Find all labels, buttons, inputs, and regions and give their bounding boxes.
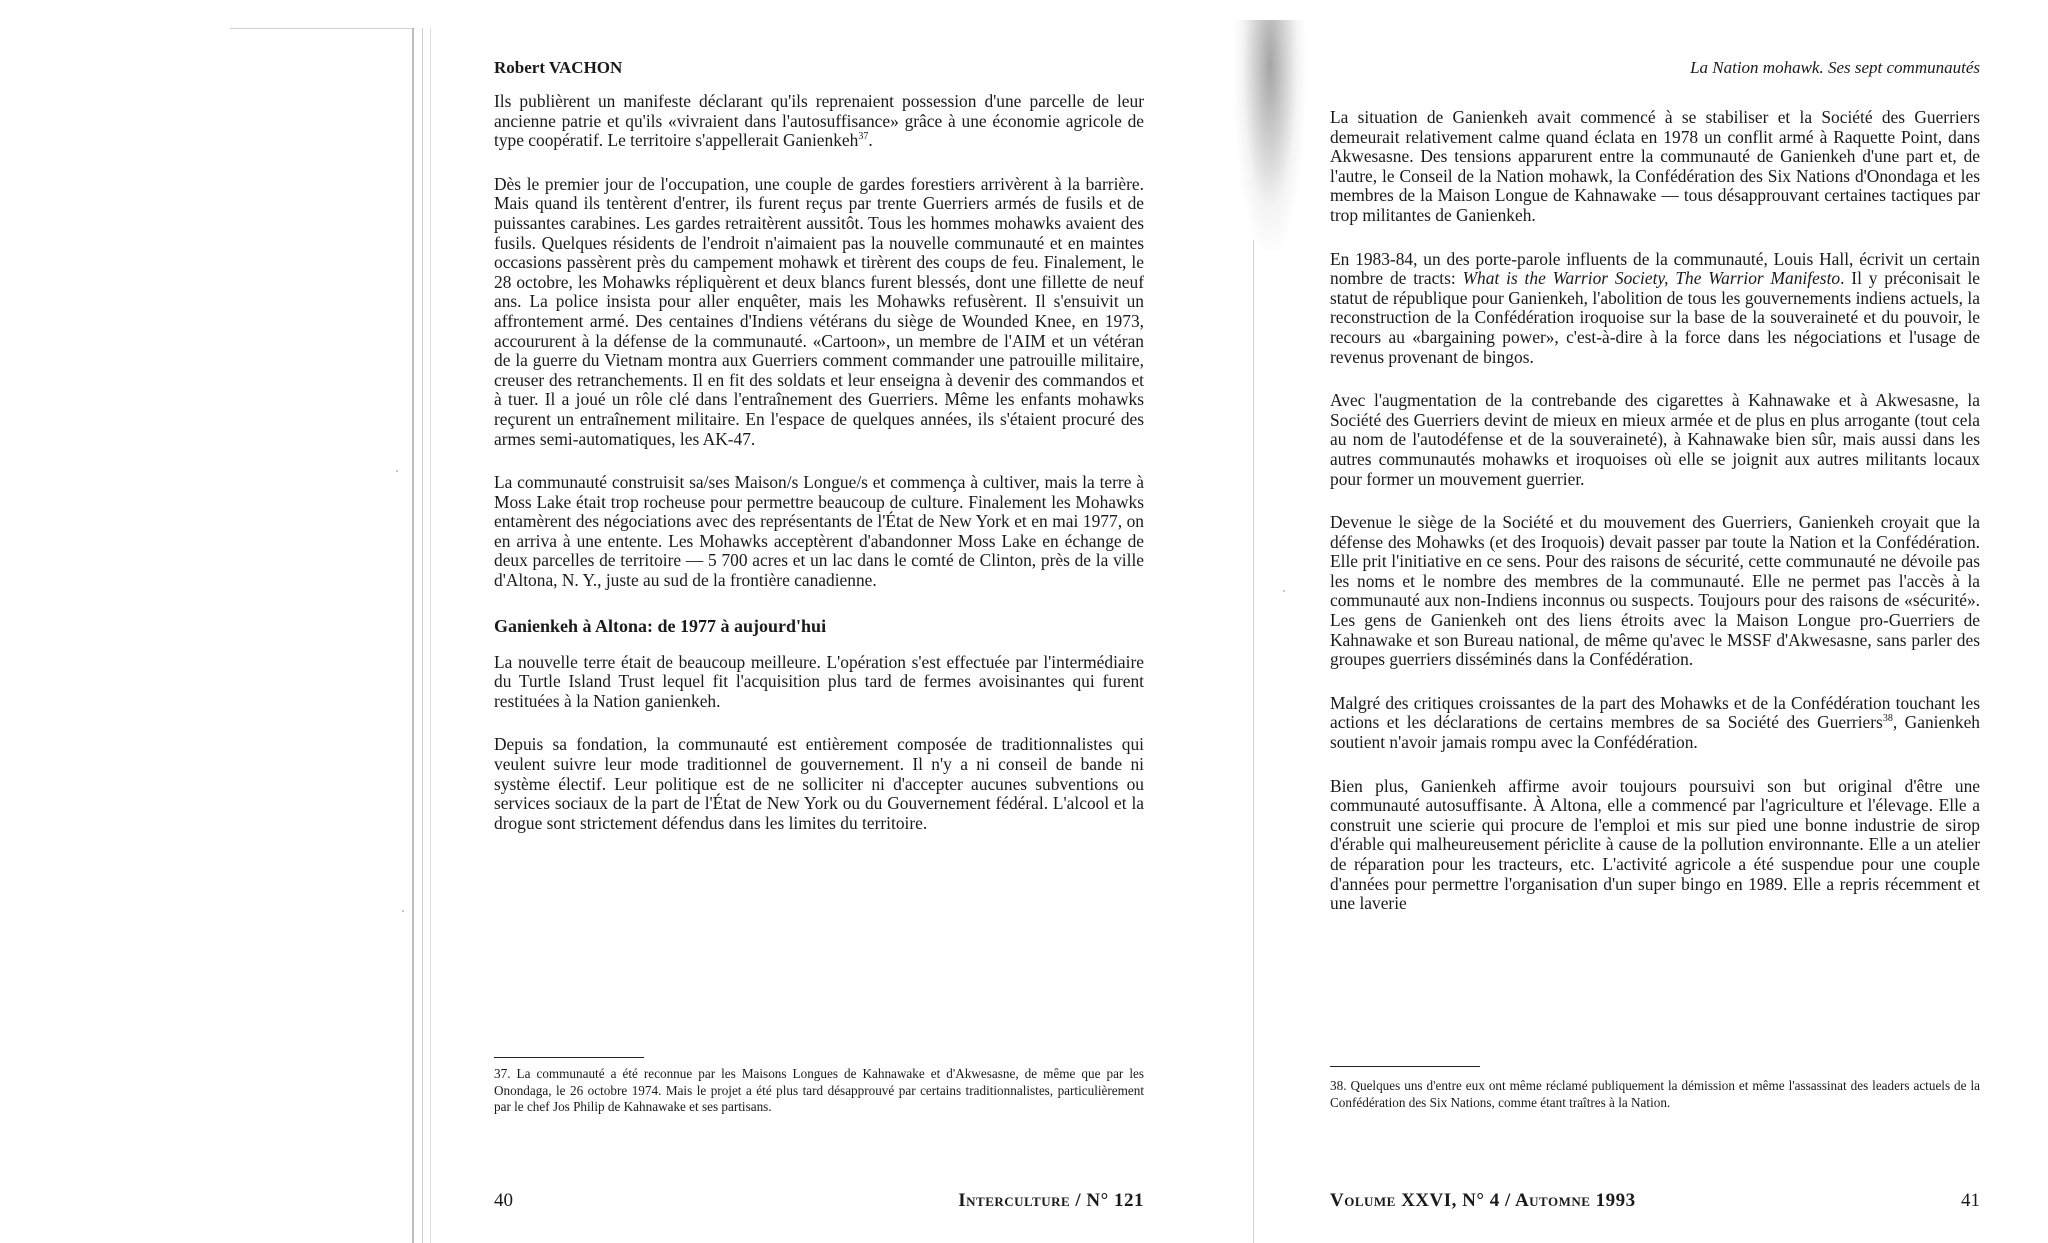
tract-title: What is the Warrior Society, The Warrior Manifesto bbox=[1462, 268, 1841, 289]
gutter-shadow bbox=[1235, 20, 1305, 250]
journal-footer: Interculture / N° 121 bbox=[958, 1190, 1144, 1211]
paragraph: Dès le premier jour de l'occupation, une couple de gardes forestiers arrivèrent à la barrière. Mais quand ils tentèrent d'entrer, ils furent reçus par trente Guerriers armés de fusils et de puissantes carabines. Les gardes retraitèrent aussitôt. Tous les hommes mohawks avaient des fusils. Quelques résidents de l'endroit n'aimaient pas la nouvelle communauté et en maintes occasions passèrent près du campement mohawk et tirèrent des coups de feu. Finalement, le 28 octobre, les Mohawks répliquèrent et deux blancs furent blessés, dont une fillette de neuf ans. La police insista pour aller enquêter, mais les Mohawks refusèrent. Il s'ensuivit un affrontement armé. Des centaines d'Indiens vétérans du siège de Wounded Knee, en 1973, accoururent à la défense de la communauté. «Cartoon», un membre de l'AIM et un vétéran de la guerre du Vietnam montra aux Guerriers comment commander une patrouille militaire, creuser des retranchements. Il en fit des soldats et leur enseigna à devenir des commandos et à tuer. Il a joué un rôle clé dans l'entraînement des Guerriers. Même les enfants mohawks reçurent un entraînement militaire. En l'espace de quelques années, ils s'étaient procuré des armes semi-automatiques, les AK-47. bbox=[494, 173, 1144, 449]
left-page bbox=[494, 0, 1144, 1243]
gutter-line bbox=[1253, 240, 1254, 1243]
footnote-rule bbox=[494, 1057, 644, 1058]
paragraph: Devenue le siège de la Société et du mouvement des Guerriers, Ganienkeh croyait que la défense des Mohawks (et des Iroquois) devait passer par toute la Nation et la Confédération. Elle prit l'initiative en ce sens. Pour des raisons de sécurité, cette communauté ne dévoile pas les noms et le nombre des membres de la communauté. Elle ne permet pas l'accès à la communauté aux non-Indiens inconnus ou suspects. Toujours pour des raisons de «sécurité». Les gens de Ganienkeh ont des liens étroits avec la Maison Longue pro-Guerriers de Kahnawake et son Bureau national, de même qu'avec le MSSF d'Akwesasne, sans parler des groupes guerriers disséminés dans la Confédération. bbox=[1330, 512, 1980, 670]
right-page bbox=[1330, 0, 1980, 1243]
footnote-ref: 38 bbox=[1882, 713, 1893, 725]
paragraph: Bien plus, Ganienkeh affirme avoir toujours poursuivi son but original d'être une communauté autosuffisante. À Altona, elle a commencé par l'agriculture et l'élevage. Elle a construit une scierie qui procure de l'emploi et mis sur pied une bonne industrie de sirop d'érable qui malheureusement périclite à cause de la pollution environnante. Elle a un atelier de réparation pour les tracteurs, etc. L'activité agricole a été suspendue pour une couple d'années pour permettre l'organisation d'un super bingo en 1989. Elle a repris récemment et une laverie bbox=[1330, 775, 1980, 914]
paragraph: Depuis sa fondation, la communauté est entièrement composée de traditionnalistes qui veulent suivre leur mode traditionnel de gouvernement. Il n'y a ni conseil de bande ni système électif. Leur politique est de ne solliciter ni d'accepter aucunes subventions ou services sociaux de la part de l'État de New York ou du Gouvernement fédéral. L'alcool et la drogue sont strictement défendus dans les limites du territoire. bbox=[494, 734, 1144, 833]
scan-edge-mark bbox=[230, 28, 415, 29]
scan-speck bbox=[396, 470, 398, 472]
scan-speck bbox=[1283, 590, 1285, 592]
author-running-head: Robert VACHON bbox=[494, 58, 623, 77]
footnote: 38. Quelques uns d'entre eux ont même réclamé publiquement la démission et même l'assassinat des leaders actuels de la Confédération des Six Nations, comme étant traîtres à la Nation. bbox=[1330, 1078, 1980, 1110]
page-number: 41 bbox=[1961, 1190, 1980, 1211]
page-number: 40 bbox=[494, 1190, 513, 1211]
right-page-body bbox=[1330, 108, 1980, 938]
scan-speck bbox=[402, 910, 404, 912]
paragraph: Avec l'augmentation de la contrebande des cigarettes à Kahnawake et à Akwesasne, la Société des Guerriers devint de mieux en mieux armée et de plus en plus arrogante (tout cela au nom de l'autodéfense et de la souveraineté), à Kahnawake bien sûr, mais aussi dans les autres communautés mohawks et iroquoises où elle se joignit aux autres militants locaux pour former un mouvement guerrier. bbox=[1330, 390, 1980, 489]
paragraph: Ils publièrent un manifeste déclarant qu'ils reprenaient possession d'une parcelle de leur ancienne patrie et qu'ils «vivraient dans l'autosuffisance» grâce à une économie agricole de type coopératif. Le territoire s'appellerait Ganienkeh$^{37}$. bbox=[494, 91, 1144, 151]
paragraph: La communauté construisit sa/ses Maison/s Longue/s et commença à cultiver, mais la terre à Moss Lake était trop rocheuse pour permettre beaucoup de culture. Finalement les Mohawks entamèrent des négociations avec des représentants de l'État de New York et en mai 1977, on en arriva à une entente. Les Mohawks acceptèrent d'abandonner Moss Lake en échange de deux parcelles de territoire — 5 700 acres et un lac dans le comté de Clinton, près de la ville d'Altona, N. Y., juste au sud de la frontière canadienne. bbox=[494, 472, 1144, 591]
left-page-body bbox=[494, 92, 1144, 857]
title-running-head: La Nation mohawk. Ses sept communautés bbox=[1690, 58, 1980, 77]
paragraph: Malgré des critiques croissantes de la part des Mohawks et de la Confédération touchant les actions et les déclarations de certains membres de sa Société des Guerriers$^{38}$, Ganienkeh soutient n'avoir jamais rompu avec la Confédération. bbox=[1330, 692, 1980, 753]
section-heading: Ganienkeh à Altona: de 1977 à aujourd'hui bbox=[494, 615, 827, 636]
paragraph: La nouvelle terre était de beaucoup meilleure. L'opération s'est effectuée par l'intermédiaire du Turtle Island Trust lequel fit l'acquisition plus tard de fermes avoisinantes qui furent restituées à la Nation ganienkeh. bbox=[494, 651, 1144, 711]
journal-footer: Volume XXVI, N° 4 / Automne 1993 bbox=[1330, 1190, 1636, 1211]
binding-edge bbox=[422, 28, 423, 1243]
footnote-ref: 37 bbox=[858, 131, 869, 143]
binding-edge bbox=[412, 28, 414, 1243]
footnote-rule bbox=[1330, 1066, 1480, 1067]
paragraph: En 1983-84, un des porte-parole influents de la communauté, Louis Hall, écrivit un certain nombre de tracts: What is the Warrior Society, The Warrior Manifesto. Il y préconisait le statut de république pour Ganienkeh, l'abolition de tous les gouvernements indiens actuels, la reconstruction de la Confédération iroquoise sur la base de la souveraineté et du pouvoir, le recours au «bargaining power», c'est-à-dire à la force dans les négociations et l'usage de revenus provenant de bingos. bbox=[1330, 248, 1980, 367]
binding-edge bbox=[430, 28, 431, 1243]
footnote: 37. La communauté a été reconnue par les Maisons Longues de Kahnawake et d'Akwesasne, de même que par les Onondaga, le 26 octobre 1974. Mais le projet a été plus tard désapprouvé par certains traditionnalistes, particulièrement par le chef Jos Philip de Kahnawake et ses partisans. bbox=[494, 1066, 1144, 1115]
paragraph: La situation de Ganienkeh avait commencé à se stabiliser et la Société des Guerriers demeurait relativement calme quand éclata en 1978 un conflit armé à Raquette Point, dans Akwesasne. Des tensions apparurent entre la communauté de Ganienkeh d'une part et, de l'autre, le Conseil de la Nation mohawk, la Confédération des Six Nations d'Onondaga et les membres de la Maison Longue de Kahnawake — tous désapprouvant certaines tactiques par trop militantes de Ganienkeh. bbox=[1330, 107, 1980, 225]
